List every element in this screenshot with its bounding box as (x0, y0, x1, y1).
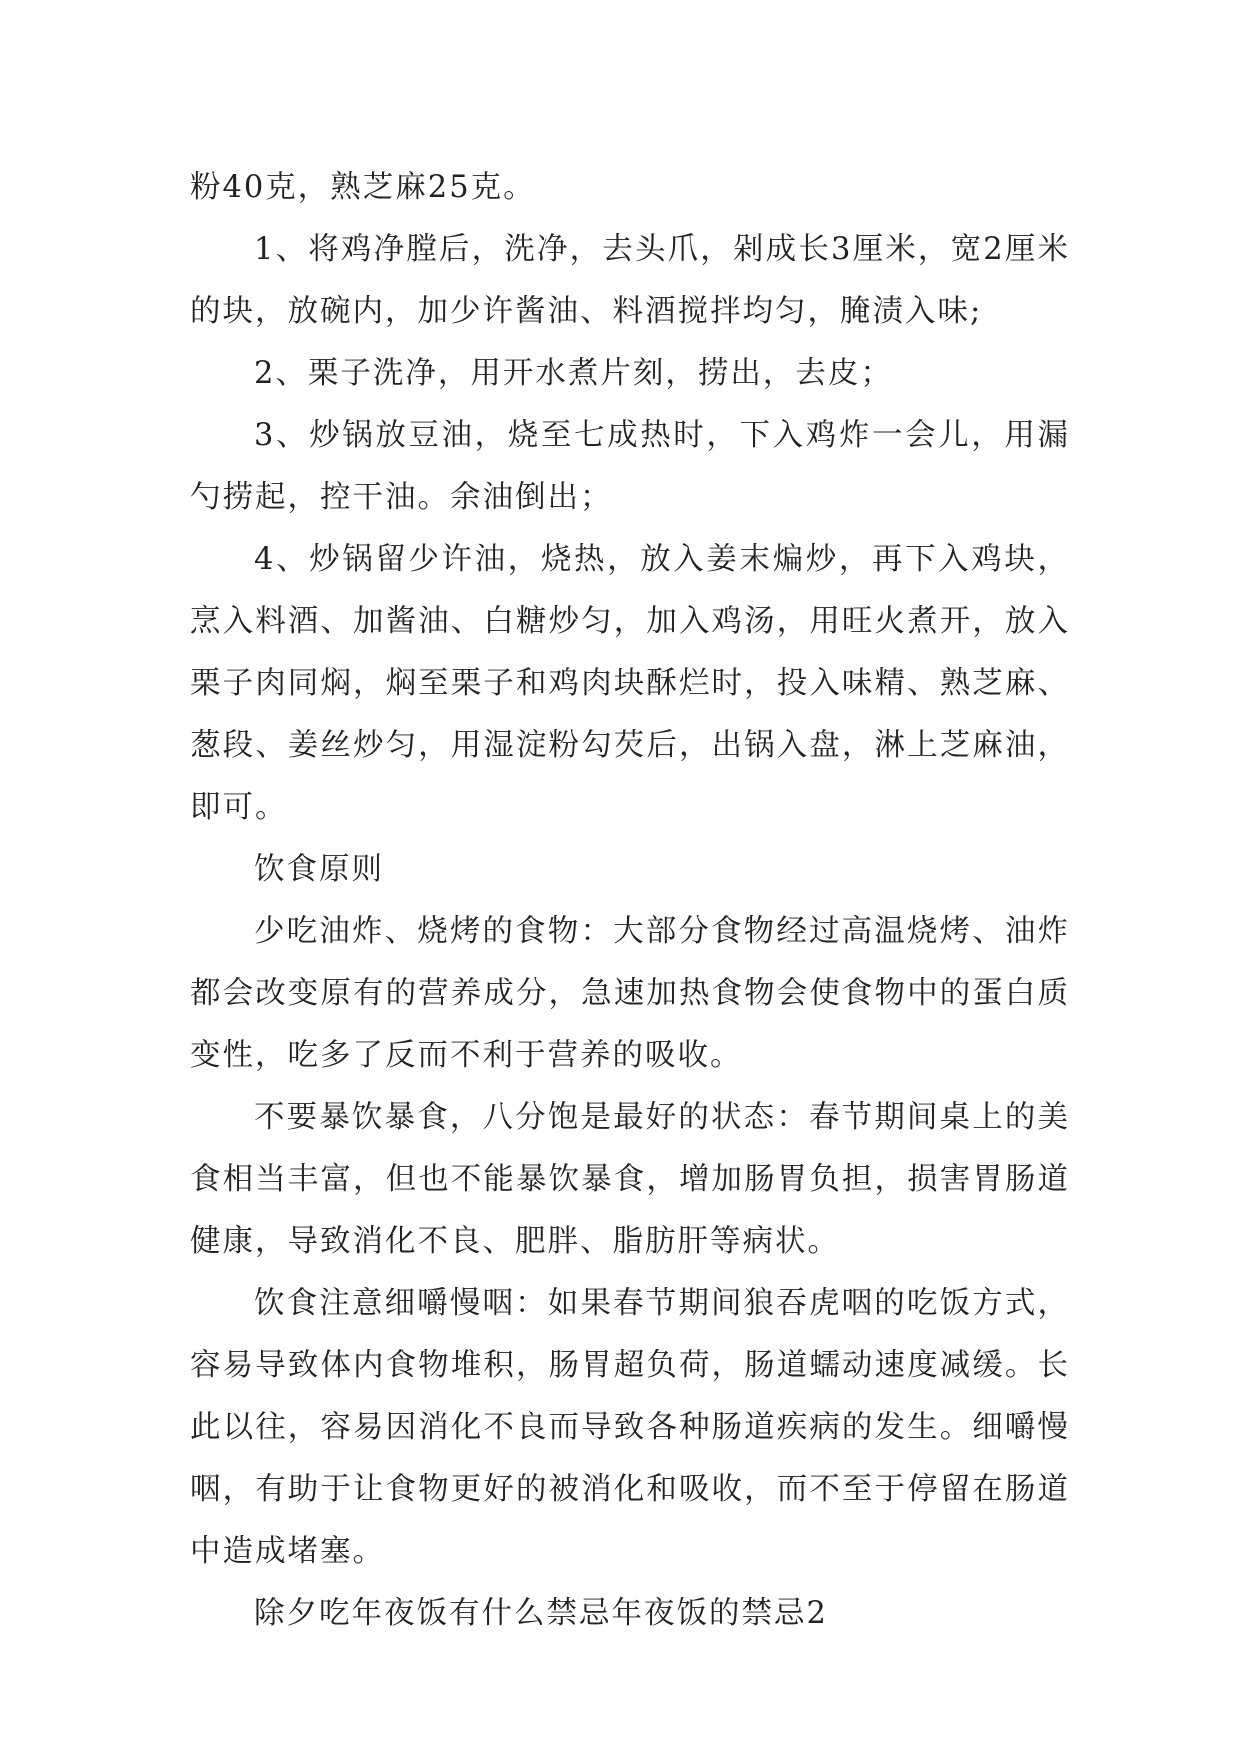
paragraph-less-fried-food: 少吃油炸、烧烤的食物：大部分食物经过高温烧烤、油炸都会改变原有的营养成分，急速加热食物会使食物中的蛋白质变性，吃多了反而不利于营养的吸收。 (190, 914, 1070, 1073)
paragraph-step-2: 2、栗子洗净，用开水煮片刻，捞出，去皮； (254, 356, 893, 391)
paragraph-no-overeating: 不要暴饮暴食，八分饱是最好的状态：春节期间桌上的美食相当丰富，但也不能暴饮暴食，增加肠胃负担，损害胃肠道健康，导致消化不良、肥胖、脂肪肝等病状。 (190, 1100, 1070, 1259)
paragraph-chew-slowly: 饮食注意细嚼慢咽：如果春节期间狼吞虎咽的吃饭方式，容易导致体内食物堆积，肠胃超负荷，肠道蠕动速度减缓。长此以往，容易因消化不良而导致各种肠道疾病的发生。细嚼慢咽，有助于让食物更好的被消化和吸收，而不至于停留在肠道中造成堵塞。 (190, 1286, 1070, 1569)
paragraph-step-4: 4、炒锅留少许油，烧热，放入姜末煸炒，再下入鸡块，烹入料酒、加酱油、白糖炒匀，加入鸡汤，用旺火煮开，放入栗子肉同焖，焖至栗子和鸡肉块酥烂时，投入味精、熟芝麻、葱段、姜丝炒匀，用湿淀粉勾芡后，出锅入盘，淋上芝麻油，即可。 (190, 542, 1070, 825)
document-body (190, 157, 1070, 1645)
section-heading-diet-principles: 饮食原则 (254, 852, 384, 887)
paragraph-ingredients-continued: 粉40克，熟芝麻25克。 (190, 170, 536, 205)
paragraph-step-1: 1、将鸡净膛后，洗净，去头爪，剁成长3厘米，宽2厘米的块，放碗内，加少许酱油、料酒搅拌均匀，腌渍入味; (190, 232, 1070, 329)
section-heading-taboos-2: 除夕吃年夜饭有什么禁忌年夜饭的禁忌2 (254, 1596, 828, 1631)
paragraph-step-3: 3、炒锅放豆油，烧至七成热时，下入鸡炸一会儿，用漏勺捞起，控干油。余油倒出； (190, 418, 1070, 515)
